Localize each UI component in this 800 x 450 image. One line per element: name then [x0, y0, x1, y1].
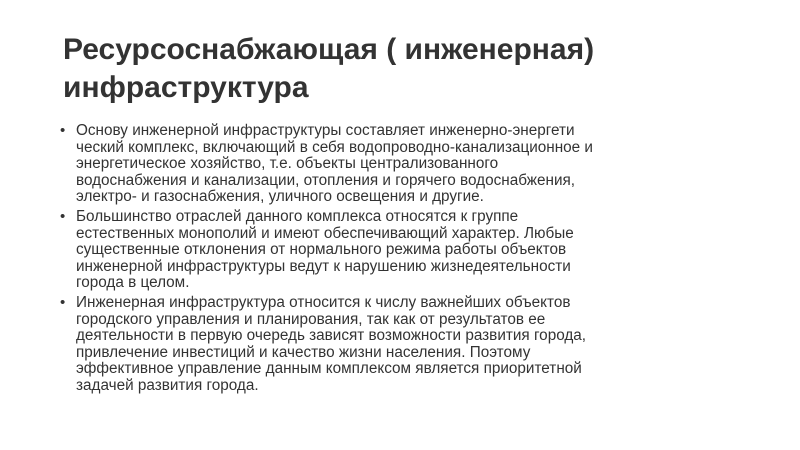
bullet-text-line: электро- и газоснабжения, уличного освещения и другие. [76, 188, 484, 206]
bullet-text-line: деятельности в первую очередь зависят возможности развития города, [76, 327, 587, 345]
bullet-text-line: естественных монополий и имеют обеспечивающий характер. Любые [76, 224, 574, 242]
bullet-list [60, 123, 760, 398]
bullet-text-line: эффективное управление данным комплексом является приоритетной [76, 360, 582, 378]
bullet-text-line: привлечение инвестиций и качество жизни населения. Поэтому [76, 343, 531, 361]
bullet-text-line: инженерной инфраструктуры ведут к нарушению жизнедеятельности [76, 257, 571, 275]
bullet-text [76, 123, 760, 206]
bullet-text-line: задачей развития города. [76, 376, 259, 394]
bullet-text-line: Основу инженерной инфраструктуры составляет инженерно-энергети [76, 122, 575, 139]
bullet-text [76, 295, 760, 395]
bullet-icon: • [60, 207, 66, 225]
bullet-text-line: городского управления и планирования, так как от результатов ее [76, 310, 546, 328]
bullet-text-line: Большинство отраслей данного комплекса относятся к группе [76, 207, 519, 225]
bullet-item [60, 123, 760, 206]
bullet-text-line: существенные отклонения от нормального режима работы объектов [76, 241, 567, 259]
slide-title [63, 31, 763, 107]
bullet-text-line: энергетическое хозяйство, т.е. объекты централизованного [76, 155, 499, 173]
slide-title-line: инфраструктура [63, 71, 309, 104]
bullet-text-line: города в целом. [76, 274, 190, 292]
bullet-text-line: ческий комплекс, включающий в себя водопроводно-канализационное и [76, 138, 593, 156]
bullet-text-line: водоснабжения и канализации, отопления и горячего водоснабжения, [76, 171, 576, 189]
bullet-icon: • [60, 293, 66, 311]
bullet-text [76, 209, 760, 292]
bullet-icon: • [60, 122, 66, 139]
slide-title-line: Ресурсоснабжающая ( инженерная) [63, 33, 595, 66]
bullet-item [60, 209, 760, 292]
bullet-text-line: Инженерная инфраструктура относится к числу важнейших объектов [76, 293, 571, 311]
bullet-item [60, 295, 760, 395]
